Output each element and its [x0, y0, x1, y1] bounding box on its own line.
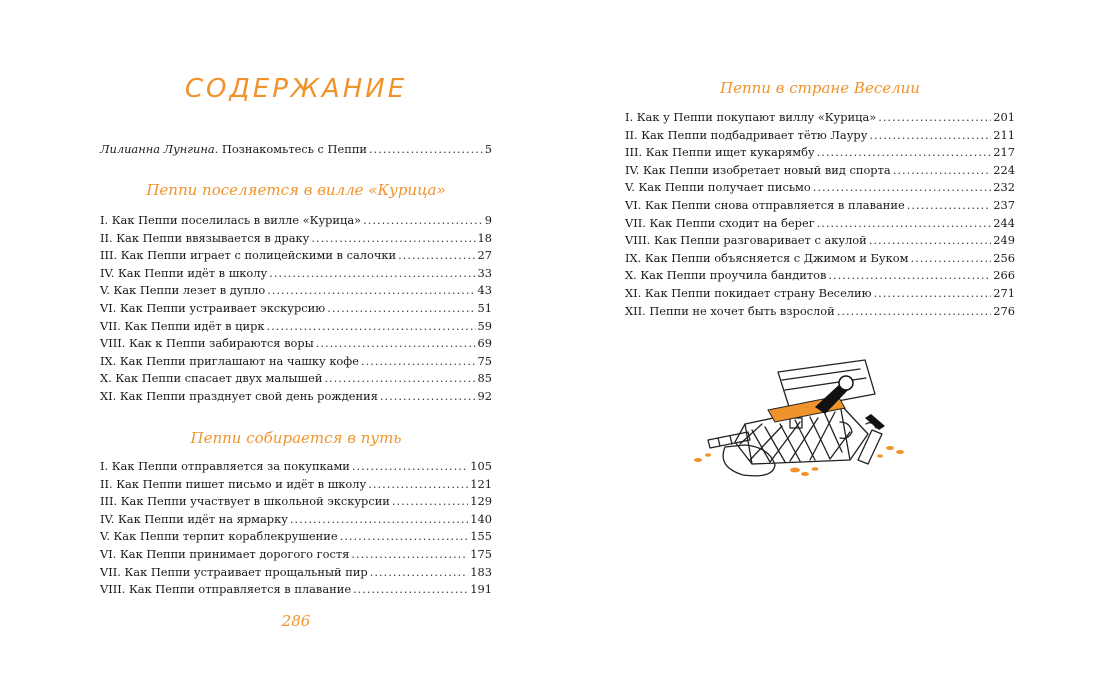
toc-entry-page: 51: [477, 300, 492, 315]
leader-dots: [869, 232, 991, 250]
leader-dots: [910, 250, 991, 268]
leader-dots: [363, 212, 483, 230]
toc-entry[interactable]: [100, 353, 492, 371]
toc-entry-title: X. Как Пеппи спасает двух малышей: [100, 371, 323, 386]
toc-entry[interactable]: [625, 250, 1015, 268]
toc-entry-title: V. Как Пеппи получает письмо: [625, 180, 811, 195]
toc-entry-page: 224: [993, 162, 1015, 177]
toc-entry-page: 155: [470, 529, 492, 544]
intro-title: Познакомьтесь с Пеппи: [221, 142, 368, 156]
page-number: 286: [281, 612, 311, 630]
toc-entry-page: 256: [993, 250, 1015, 265]
toc-entry-page: 217: [993, 145, 1015, 160]
toc-entry-page: 27: [477, 248, 492, 263]
leader-dots: [361, 353, 476, 371]
leader-dots: [893, 162, 992, 180]
toc-entry-page: 211: [993, 127, 1015, 142]
toc-entry-title: II. Как Пеппи ввязывается в драку: [100, 230, 310, 245]
toc-entry-page: 232: [993, 180, 1015, 195]
toc-entry-page: 201: [993, 110, 1015, 124]
part1-list: [100, 212, 492, 406]
toc-entry-page: 249: [993, 233, 1015, 248]
toc-entry-title: VII. Как Пеппи сходит на берег: [625, 215, 815, 230]
toc-entry-title: VI. Как Пеппи принимает дорогого гостя: [100, 546, 350, 561]
toc-entry-title: V. Как Пеппи терпит кораблекрушение: [100, 529, 338, 544]
toc-entry-page: 9: [484, 213, 492, 227]
toc-entry-title: XI. Как Пеппи празднует свой день рождения: [100, 388, 378, 403]
toc-entry-title: IX. Как Пеппи приглашают на чашку кофе: [100, 353, 359, 368]
toc-entry-page: 266: [993, 268, 1015, 283]
toc-entry-page: 237: [993, 197, 1015, 212]
toc-entry[interactable]: [625, 215, 1015, 233]
toc-entry-title: VIII. Как Пеппи разговаривает с акулой: [625, 233, 867, 248]
toc-entry-page: 244: [993, 215, 1015, 230]
toc-entry[interactable]: [100, 335, 492, 353]
intro-entry: [100, 141, 492, 159]
toc-entry[interactable]: [100, 318, 492, 336]
toc-entry-title: VII. Как Пеппи идёт в цирк: [100, 318, 265, 333]
leader-dots: [351, 546, 468, 564]
toc-entry-title: VI. Как Пеппи снова отправляется в плавание: [625, 197, 905, 212]
leader-dots: [828, 267, 991, 285]
toc-entry-title: V. Как Пеппи лезет в дупло: [100, 283, 266, 298]
part3-list: [625, 109, 1015, 320]
toc-entry[interactable]: [625, 232, 1015, 250]
leader-dots: [813, 179, 992, 197]
toc-entry-title: VIII. Как к Пеппи забираются воры: [100, 336, 314, 351]
leader-dots: [907, 197, 992, 215]
toc-entry-title: I. Как у Пеппи покупают виллу «Курица»: [625, 110, 877, 124]
leader-dots: [869, 127, 991, 145]
toc-entry[interactable]: [100, 511, 492, 529]
part3-heading: Пеппи в стране Веселии: [720, 79, 920, 97]
toc-entry[interactable]: [625, 285, 1015, 303]
leader-dots: [380, 388, 476, 406]
toc-entry[interactable]: [100, 458, 492, 476]
toc-entry[interactable]: [625, 109, 1015, 127]
part2-heading: Пеппи собирается в путь: [190, 429, 402, 447]
toc-entry-title: VIII. Как Пеппи отправляется в плавание: [100, 582, 352, 597]
leader-dots: [267, 282, 475, 300]
page-title: СОДЕРЖАНИЕ: [184, 74, 408, 104]
toc-entry[interactable]: [100, 546, 492, 564]
toc-entry-page: 276: [993, 303, 1015, 318]
toc-entry[interactable]: [625, 127, 1015, 145]
toc-entry-title: III. Как Пеппи участвует в школьной экскурсии: [100, 494, 390, 509]
toc-entry-title: III. Как Пеппи ищет кукарямбу: [625, 145, 815, 160]
leader-dots: [327, 300, 475, 318]
toc-entry-page: 105: [470, 459, 492, 473]
right-page: [625, 0, 1015, 700]
toc-entry[interactable]: [100, 265, 492, 283]
toc-entry[interactable]: [625, 197, 1015, 215]
toc-entry-page: 140: [470, 511, 492, 526]
toc-entry[interactable]: [100, 528, 492, 546]
toc-entry[interactable]: [100, 476, 492, 494]
leader-dots: [817, 144, 992, 162]
leader-dots: [368, 476, 468, 494]
toc-entry[interactable]: [100, 282, 492, 300]
toc-entry-title: X. Как Пеппи проучила бандитов: [625, 268, 827, 283]
toc-entry-page: 271: [993, 285, 1015, 300]
leader-dots: [398, 247, 475, 265]
leader-dots: [340, 528, 469, 546]
toc-entry-page: 129: [470, 494, 492, 509]
toc-entry-page: 33: [477, 265, 492, 280]
toc-entry[interactable]: [625, 267, 1015, 285]
leader-dots: [269, 265, 475, 283]
toc-entry-title: II. Как Пеппи пишет письмо и идёт в школу: [100, 476, 367, 491]
toc-entry-page: 18: [477, 230, 492, 245]
toc-entry[interactable]: [100, 247, 492, 265]
leader-dots: [392, 493, 468, 511]
toc-entry-title: II. Как Пеппи подбадривает тётю Лауру: [625, 127, 868, 142]
leader-dots: [874, 285, 992, 303]
toc-entry[interactable]: [100, 564, 492, 582]
toc-entry-title: VII. Как Пеппи устраивает прощальный пир: [100, 564, 368, 579]
leader-dots: [817, 215, 992, 233]
toc-entry[interactable]: [625, 144, 1015, 162]
leader-dots: [352, 458, 468, 476]
toc-entry-page: 191: [470, 582, 492, 597]
part2-list: [100, 458, 492, 599]
toc-entry[interactable]: [100, 581, 492, 599]
leader-dots: [316, 335, 476, 353]
toc-entry-title: XI. Как Пеппи покидает страну Веселию: [625, 285, 872, 300]
toc-entry-title: IX. Как Пеппи объясняется с Джимом и Буком: [625, 250, 909, 265]
toc-entry[interactable]: [100, 493, 492, 511]
toc-entry-title: I. Как Пеппи поселилась в вилле «Курица»: [100, 213, 362, 227]
toc-entry[interactable]: [625, 179, 1015, 197]
leader-dots: [353, 581, 468, 599]
toc-entry-title: VI. Как Пеппи устраивает экскурсию: [100, 300, 326, 315]
toc-entry-title: I. Как Пеппи отправляется за покупками: [100, 459, 350, 473]
toc-entry-title: IV. Как Пеппи идёт в школу: [100, 265, 268, 280]
leader-dots: [311, 230, 475, 248]
toc-entry[interactable]: [100, 300, 492, 318]
leader-dots: [290, 511, 468, 529]
toc-entry-page: 69: [477, 336, 492, 351]
toc-entry-page: 175: [470, 546, 492, 561]
toc-entry-page: 75: [477, 353, 492, 368]
toc-entry[interactable]: [625, 303, 1015, 321]
toc-entry-page: 59: [477, 318, 492, 333]
toc-entry-page: 121: [470, 476, 492, 491]
part1-heading: Пеппи поселяется в вилле «Курица»: [146, 181, 446, 199]
toc-entry[interactable]: [100, 141, 492, 159]
intro-page: 5: [484, 142, 492, 156]
toc-entry-page: 92: [477, 388, 492, 403]
leader-dots: [878, 109, 991, 127]
toc-entry-page: 183: [470, 564, 492, 579]
treasure-chest-icon: [690, 352, 915, 487]
toc-entry-title: III. Как Пеппи играет с полицейскими в салочки: [100, 248, 397, 263]
toc-entry-page: 85: [477, 371, 492, 386]
toc-entry-title: IV. Как Пеппи изобретает новый вид спорта: [625, 162, 891, 177]
leader-dots: [837, 303, 992, 321]
intro-author: Лилианна Лунгина.: [100, 142, 219, 156]
toc-entry-title: IV. Как Пеппи идёт на ярмарку: [100, 511, 288, 526]
toc-entry[interactable]: [100, 388, 492, 406]
leader-dots: [370, 564, 469, 582]
toc-entry[interactable]: [625, 162, 1015, 180]
leader-dots: [324, 370, 475, 388]
leader-dots: [267, 318, 476, 336]
toc-entry-page: 43: [477, 283, 492, 298]
toc-entry[interactable]: [100, 370, 492, 388]
toc-entry[interactable]: [100, 212, 492, 230]
toc-entry[interactable]: [100, 230, 492, 248]
left-page: [100, 0, 492, 700]
toc-entry-title: XII. Пеппи не хочет быть взрослой: [625, 303, 835, 318]
